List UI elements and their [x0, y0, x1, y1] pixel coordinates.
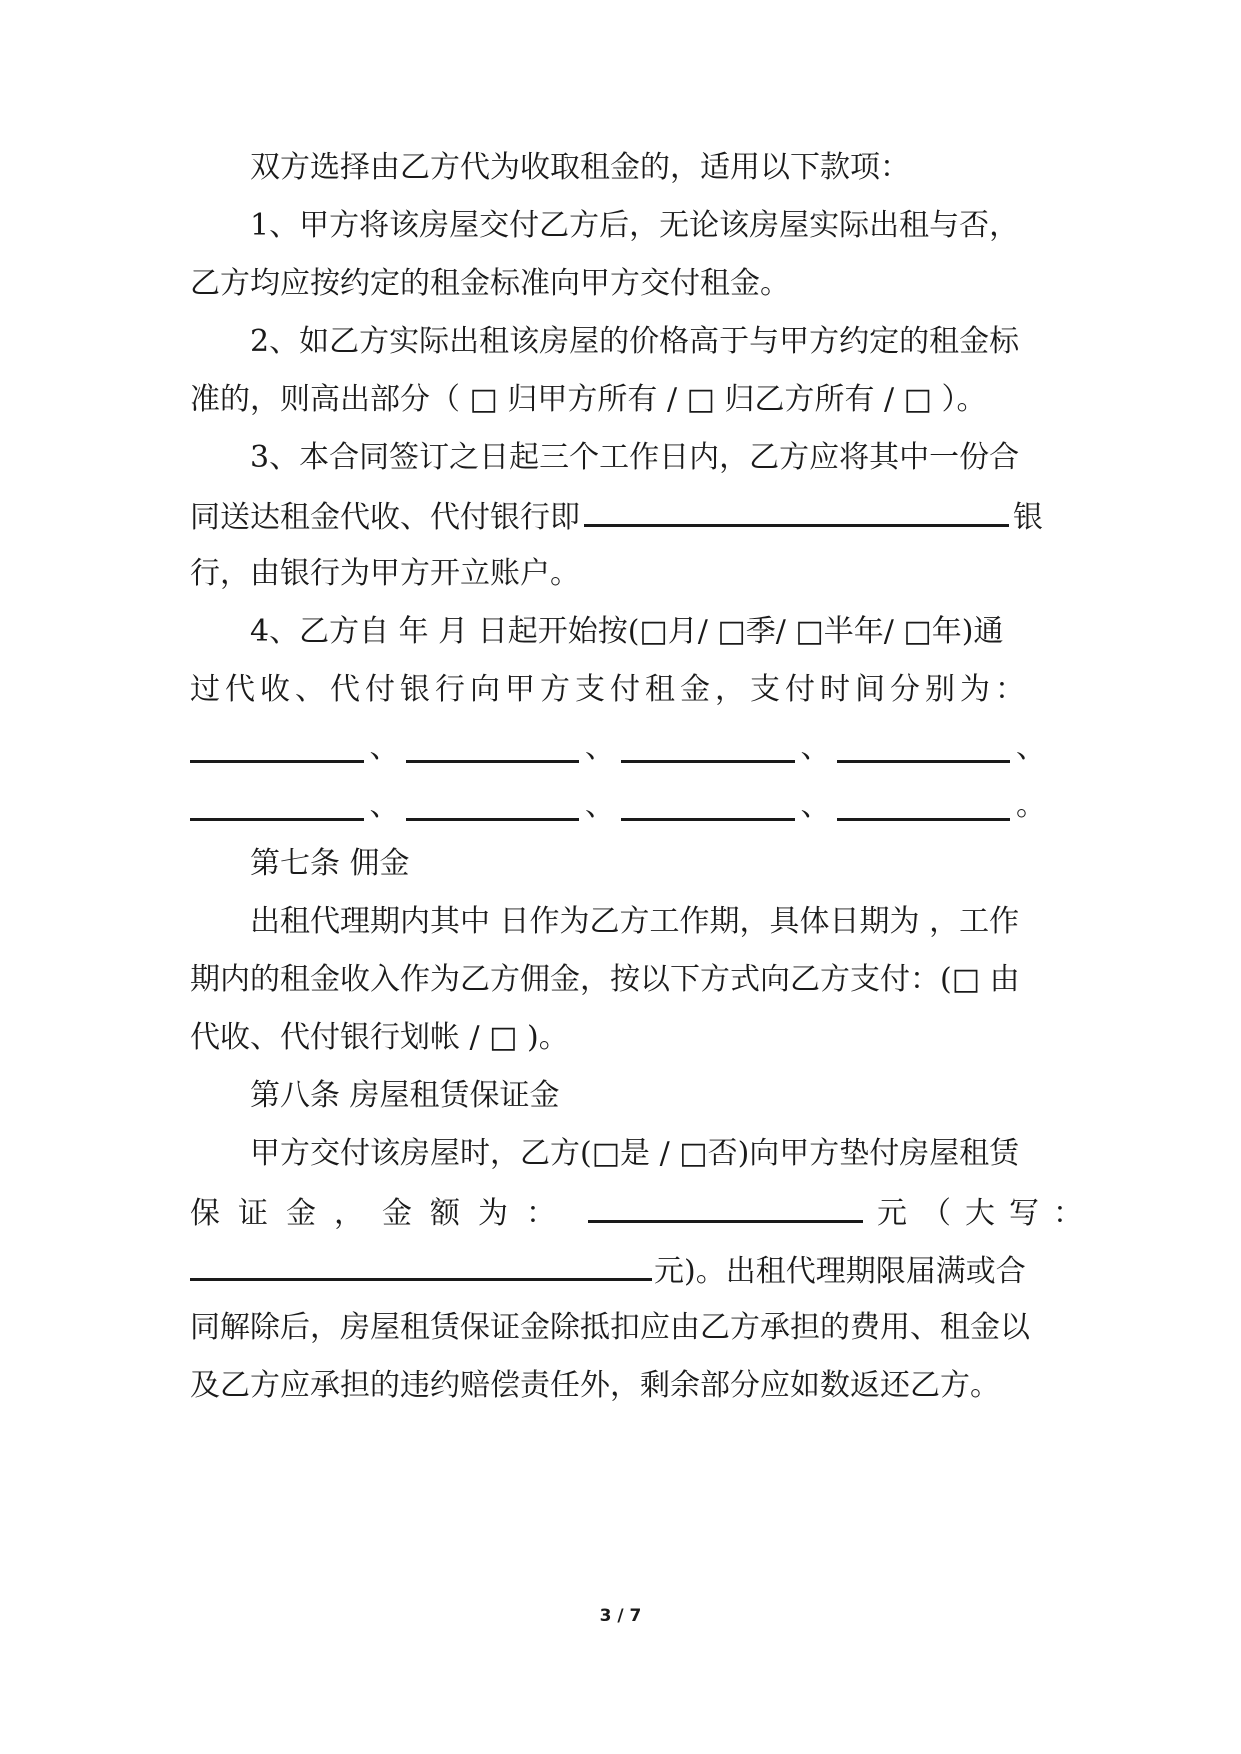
payment-date-blank: [190, 734, 364, 763]
separator: 、: [585, 730, 616, 765]
separator: 、: [800, 730, 831, 765]
paragraph-text: 同送达租金代收、代付银行即: [190, 500, 580, 535]
separator: 、: [369, 730, 400, 765]
payment-dates-row: [190, 786, 1052, 826]
separator: 、: [369, 788, 400, 823]
paragraph-line: 同解除后，房屋租赁保证金除抵扣应由乙方承担的费用、租金以: [190, 1310, 1030, 1345]
bank-name-blank: [584, 496, 1009, 527]
paragraph-line: 双方选择由乙方代为收取租金的，适用以下款项：: [250, 150, 910, 185]
payment-date-blank: [406, 792, 580, 821]
payment-dates-row: [190, 728, 1052, 768]
payment-date-blank: [190, 792, 364, 821]
paragraph-text: 元（大写：: [877, 1196, 1097, 1231]
paragraph-text: 保证金，金额为：: [190, 1196, 574, 1231]
paragraph-line: 行，由银行为甲方开立账户。: [190, 556, 580, 591]
payment-date-blank: [621, 792, 795, 821]
paragraph-text: 元)。出租代理期限届满或合: [654, 1254, 1026, 1289]
paragraph-line: 2、如乙方实际出租该房屋的价格高于与甲方约定的租金标: [250, 324, 1020, 359]
paragraph-line: 代收、代付银行划帐 / □ )。: [190, 1020, 569, 1055]
paragraph-line: 乙方均应按约定的租金标准向甲方交付租金。: [190, 266, 790, 301]
paragraph-line: 4、乙方自 年 月 日起开始按(□月/ □季/ □半年/ □年)通: [250, 614, 1004, 649]
separator: 、: [585, 788, 616, 823]
paragraph-text: 银: [1013, 500, 1043, 535]
paragraph-line: [190, 1250, 1052, 1290]
paragraph-line: 1、甲方将该房屋交付乙方后，无论该房屋实际出租与否，: [250, 208, 1020, 243]
separator: 、: [1016, 730, 1047, 765]
paragraph-line: 3、本合同签订之日起三个工作日内，乙方应将其中一份合: [250, 440, 1020, 475]
paragraph-line: 准的，则高出部分（ □ 归甲方所有 / □ 归乙方所有 / □ ）。: [190, 382, 987, 417]
paragraph-line: 甲方交付该房屋时，乙方(□是 / □否)向甲方垫付房屋租赁: [250, 1136, 1020, 1171]
paragraph-line: [190, 1192, 1097, 1232]
deposit-amount-words-blank: [190, 1250, 652, 1281]
deposit-amount-blank: [588, 1192, 863, 1223]
payment-date-blank: [406, 734, 580, 763]
paragraph-line: 及乙方应承担的违约赔偿责任外，剩余部分应如数返还乙方。: [190, 1368, 1000, 1403]
paragraph-line: 期内的租金收入作为乙方佣金，按以下方式向乙方支付：(□ 由: [190, 962, 1020, 997]
page-number: 3 / 7: [599, 1606, 642, 1626]
paragraph-line: 过代收、代付银行向甲方支付租金，支付时间分别为：: [190, 672, 1030, 707]
payment-date-blank: [837, 734, 1011, 763]
separator: 。: [1016, 788, 1047, 823]
payment-date-blank: [837, 792, 1011, 821]
section-heading: 第八条 房屋租赁保证金: [250, 1078, 560, 1113]
payment-date-blank: [621, 734, 795, 763]
paragraph-line: [190, 496, 1052, 536]
separator: 、: [800, 788, 831, 823]
section-heading: 第七条 佣金: [250, 846, 410, 881]
paragraph-line: 出租代理期内其中 日作为乙方工作期，具体日期为 ，工作: [250, 904, 1020, 939]
